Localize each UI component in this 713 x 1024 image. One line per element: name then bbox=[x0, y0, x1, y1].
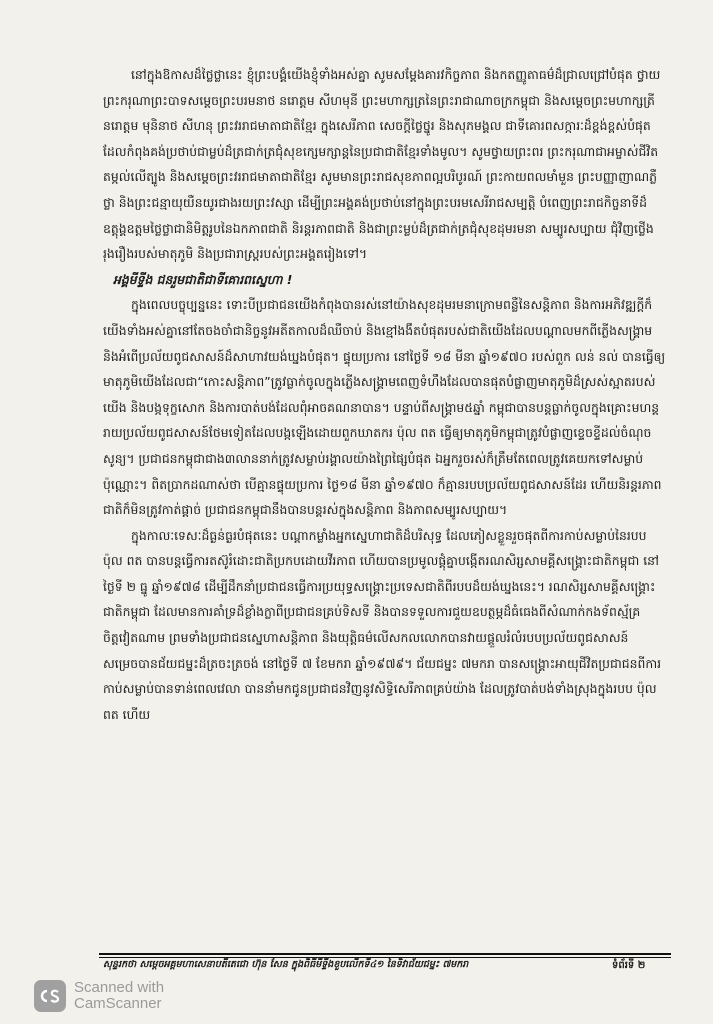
paragraph-tribute: នៅក្នុងឱកាសដ៏ថ្លៃថ្លានេះ ខ្ញុំព្រះបង្គំយើងខ្ញុំទាំងអស់គ្នា សូមសម្តែងគារវកិច្ចភាព និងកតញ្ញូតាធម៌ដ៏ជ្រាលជ្រៅបំផុត ថ្វាយ ព្រះករុណាព្រះបាទសម្តេចព្រះបរមនាថ នរោត្តម សីហមុនី ព្រះមហាក្សត្រនៃព្រះរាជាណាចក្រកម្ពុជា និងសម្តេចព្រះមហាក្សត្រី នរោត្តម មុនិនាថ សីហនុ ព្រះវររាជមាតាជាតិខ្មែរ ក្នុងសេរីភាព សេចក្តីថ្លៃថ្នូរ និងសុភមង្គល ជាទីគោរពសក្ការៈដ៏ខ្ពង់ខ្ពស់បំផុត ដែលកំពុងគង់ប្រថាប់ជាម្លប់ដ៏ត្រជាក់ត្រជុំសុខក្សេមក្សាន្តនៃប្រជាជាតិខ្មែរទាំងមូល។ សូមថ្វាយព្រះពរ ព្រះករុណាជាអម្ចាស់ជីវិតតម្កល់លើត្បូង និងសម្តេចព្រះវររាជមាតាជាតិខ្មែរ សូមមានព្រះរាជសុខភាពល្អបរិបូរណ៍ ព្រះកាយពលមាំមួន ព្រះបញ្ញាញាណភ្លឺថ្លា និងព្រះជន្មាយុយឺនយូរជាងរយព្រះវស្សា ដើម្បីព្រះអង្គគង់ប្រថាប់នៅក្នុងព្រះបរមសេរីរាជសម្បត្តិ បំពេញព្រះរាជកិច្ចនាទីដ៏ឧត្តុង្គឧត្តមថ្លៃថ្លាជានិមិត្តរូបនៃឯកភាពជាតិ និរន្តរភាពជាតិ និងជាព្រះម្លប់ដ៏ត្រជាក់ត្រជុំសុខដុមរមនា សម្បូរសប្បាយ ជុំវិញថ្លើងរុងរឿងរបស់មាតុភូមិ និងប្រជារាស្ត្ររបស់ព្រះអង្គតរៀងទៅ។ bbox=[103, 67, 661, 262]
camscanner-logo-icon bbox=[34, 980, 66, 1012]
footer-divider bbox=[99, 953, 671, 955]
salutation-line: អង្គមីទ្ទីង ជនរួមជាតិជាទីគោរពស្នេហា ! bbox=[113, 271, 293, 287]
document-body bbox=[103, 62, 666, 727]
watermark-text bbox=[74, 980, 164, 1012]
watermark-line-2: CamScanner bbox=[74, 995, 162, 1012]
paragraph-liberation: ក្នុងកាលៈទេសៈដ៏ធ្ងន់ធ្ងរបំផុតនេះ បណ្តាកម្លាំងអ្នកស្នេហាជាតិដ៏បរិសុទ្ធ ដែលភៀសខ្លួនរួចផុតពីការកាប់សម្លាប់នៃរបប ប៉ុល ពត បានបន្តធ្វើការតស៊ូរំដោះជាតិប្រកបដោយវីរភាព ហើយបានប្រមូលផ្តុំគ្នាបង្កើតរណសិរ្សសាមគ្គីសង្គ្រោះជាតិកម្ពុជា នៅថ្ងៃទី ២ ធ្នូ ឆ្នាំ១៩៧៨ ដើម្បីដឹកនាំប្រជាជនធ្វើការប្រយុទ្ធសង្គ្រោះប្រទេសជាតិពីរបបដ៏យង់ឃ្នងនេះ។ រណសិរ្សសាមគ្គីសង្គ្រោះជាតិកម្ពុជា ដែលមានការគាំទ្រដ៏ខ្លាំងក្លាពីប្រជាជនគ្រប់ទិសទី និងបានទទួលការជួយឧបត្ថម្ភដ៏ធំធេងពីសំណាក់កងទ័ពស្ម័គ្រចិត្តវៀតណាម ព្រមទាំងប្រជាជនស្នេហាសន្តិភាព និងយុត្តិធម៌លើសកលលោកបានវាយផ្តួលរំលំរបបប្រល័យពូជសាសន៍ សម្រេចបានជ័យជម្នះដ៏ត្រចះត្រចង់ នៅថ្ងៃទី ៧ ខែមករា ឆ្នាំ១៩៧៩។ ជ័យជម្នះ ៧មករា បានសង្គ្រោះអាយុជីវិតប្រជាជនពីការកាប់សម្លាប់បានទាន់ពេលវេលា បាននាំមកជូនប្រជាជនវិញនូវសិទ្ធិសេរីភាពគ្រប់យ៉ាង ដែលត្រូវបាត់បង់ទាំងស្រុងក្នុងរបប ប៉ុល ពត ហើយ bbox=[103, 527, 662, 722]
page-number: ទំព័រទី ២ bbox=[612, 960, 646, 971]
watermark-line-1: Scanned with bbox=[74, 979, 165, 996]
camscanner-watermark bbox=[34, 980, 164, 1012]
footer-caption: សុន្ទរកថា សម្តេចអគ្គមហាសេនាបតីតេជោ ហ៊ុន សែន ក្នុងពិធីមីទ្ទីងខួបលើកទី៤១ នៃទិវាជ័យជម្នះ ៧មករា bbox=[103, 959, 469, 970]
cs-logo-glyph bbox=[38, 988, 62, 1004]
paragraph-history: ក្នុងពេលបច្ចុប្បន្ននេះ ទោះបីប្រជាជនយើងកំពុងបានរស់នៅយ៉ាងសុខដុមរមនាក្រោមពន្លឺនៃសន្តិភាព និងការអភិវឌ្ឍក្តីក៏យើងទាំងអស់គ្នានៅតែចងចាំជានិច្ចនូវអតីតកាលដ៏ឈឺចាប់ និងខ្មៅងងឹតបំផុតរបស់ជាតិយើងដែលបណ្តាលមកពីភ្លើងសង្គ្រាម និងអំពើប្រល័យពូជសាសន៍ដ៏សាហាវយង់ឃ្នងបំផុត។ ផ្ទុយប្រការ នៅថ្ងៃទី ១៨ មីនា ឆ្នាំ១៩៧០ របស់ពួក លន់ នល់ បានធ្វើឲ្យមាតុភូមិយើងដែលជា“កោះសន្តិភាព”ត្រូវធ្លាក់ចូលក្នុងភ្លើងសង្គ្រាមពេញទំហឹងដែលបានផុតបំផ្លាញមាតុភូមិដ៏ស្រស់ស្អាតរបស់យើង និងបង្កទុក្ខសោក និងការបាត់បង់ដែលពុំអាចគណនាបាន។ បន្ទាប់ពីសង្គ្រាម៥ឆ្នាំ កម្ពុជាបានបន្តធ្លាក់ចូលក្នុងគ្រោះមហន្តរាយប្រល័យពូជសាសន៍ថែមទៀតដែលបង្កឡើងដោយពួកឃាតករ ប៉ុល ពត ធ្វើឲ្យមាតុភូមិកម្ពុជាត្រូវបំផ្លាញខ្ទេចខ្ទីដល់ចំណុចសូន្យ។ ប្រជាជនកម្ពុជាជាង៣លាននាក់ត្រូវសម្លាប់រង្គាលយ៉ាងព្រៃផ្សៃបំផុត ឯអ្នករួចរស់ក៏ត្រឹមតែពេលត្រូវគេយកទៅសម្លាប់ប៉ុណ្ណោះ។ ពិតប្រាកដណាស់ថា បើគ្មានផ្ទុយប្រការ ថ្ងៃ១៨ មីនា ឆ្នាំ១៩៧០ ក៏គ្មានរបបប្រល័យពូជសាសន៍ដែរ ហើយនិរន្តរភាពជាតិក៏មិនត្រូវកាត់ផ្តាច់ ប្រជាជនកម្ពុជានឹងបានបន្តរស់ក្នុងសន្តិភាព និងភាពសម្បូរសប្បាយ។ bbox=[103, 297, 666, 518]
